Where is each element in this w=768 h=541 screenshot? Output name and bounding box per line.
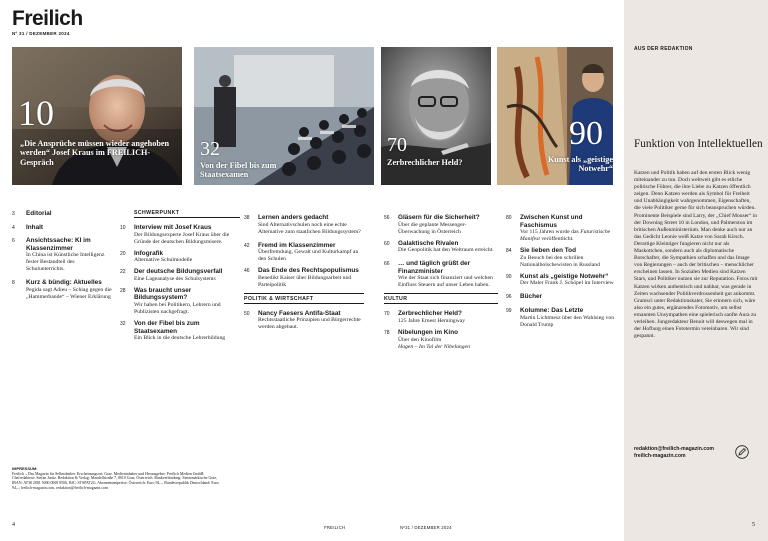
footer-page-left: 4 bbox=[12, 522, 15, 528]
toc-description: Pegida sagt Adieu – Schlag gegen die „Hammerbande“ – Wiener Erklärung bbox=[26, 286, 112, 300]
toc-page: 3 bbox=[12, 211, 15, 217]
toc-page: 50 bbox=[244, 310, 250, 317]
sidebar-title: Funktion von Intellektuellen bbox=[634, 138, 763, 150]
toc-description: Alternative Schulmodelle bbox=[134, 257, 193, 264]
sidebar-email[interactable]: redaktion@freilich-magazin.com bbox=[634, 446, 715, 452]
toc-title: Gläsern für die Sicherheit? bbox=[398, 214, 480, 221]
toc-description: Benedikt Kaiser über Bildungsarbeit und Parteipolitik bbox=[258, 274, 352, 288]
toc-description: Überfremdung, Gewalt und Kulturkampf an den Schulen bbox=[258, 249, 359, 263]
toc-title: Ansichtssache: KI im Klassenzimmer bbox=[26, 237, 91, 252]
toc-page: 99 bbox=[506, 307, 512, 314]
toc-title: Infografik bbox=[134, 249, 164, 257]
toc-page: 66 bbox=[384, 261, 390, 268]
toc-description: Eine Lageanalyse des Schulsystems bbox=[134, 275, 216, 282]
toc-page: 84 bbox=[506, 248, 512, 255]
feature-lehrerbildung[interactable] bbox=[194, 47, 374, 185]
sidebar-website[interactable]: freilich-magazin.com bbox=[634, 452, 686, 459]
toc-entry[interactable] bbox=[120, 250, 240, 265]
toc-page: 56 bbox=[384, 215, 390, 221]
toc-description: 125 Jahre Ernest Hemingway bbox=[398, 317, 466, 324]
toc-page: 78 bbox=[384, 329, 390, 336]
toc-description: Sind Alternativschulen noch eine echte Alternative zum staatlichen Bildungssystem? bbox=[258, 221, 361, 235]
toc-entry[interactable] bbox=[244, 310, 364, 332]
feature-title: Kunst als „geistige Notwehr“ bbox=[547, 155, 613, 174]
toc-title: Was braucht unser Bildungssystem? bbox=[134, 286, 192, 302]
toc-page: 42 bbox=[244, 242, 250, 249]
toc-title: Interview mit Josef Kraus bbox=[134, 224, 212, 231]
section-heading-kultur: KULTUR bbox=[384, 293, 498, 304]
toc-entry[interactable] bbox=[244, 242, 364, 264]
toc-entry[interactable] bbox=[12, 210, 114, 218]
toc-entry[interactable] bbox=[244, 214, 364, 236]
feature-title: Zerbrechlicher Held? bbox=[387, 158, 463, 167]
feature-title: „Die Ansprüche müssen wieder angehoben werden“ Josef Kraus im FREILICH-Gespräch bbox=[20, 139, 170, 167]
toc-title: Der deutsche Bildungsverfall bbox=[134, 268, 223, 276]
toc-entry[interactable] bbox=[244, 267, 364, 289]
toc-page: 10 bbox=[120, 225, 126, 231]
imprint bbox=[12, 467, 222, 491]
toc-column-4 bbox=[384, 214, 498, 355]
editorial-sidebar bbox=[624, 0, 768, 541]
toc-description-italic: Hagen – Im Tal der Nibelungen bbox=[398, 343, 470, 350]
toc-title: Zerbrechlicher Held? bbox=[398, 310, 462, 318]
feature-page-number: 10 bbox=[18, 93, 54, 133]
sidebar-label: AUS DER REDAKTION bbox=[634, 46, 693, 52]
feature-page-number: 32 bbox=[200, 138, 220, 160]
toc-title: Zwischen Kunst und Faschismus bbox=[520, 214, 583, 229]
toc-column-5 bbox=[506, 214, 618, 333]
toc-entry[interactable] bbox=[384, 214, 498, 236]
toc-description: Wir haben bei Politikern, Lehrern und Publizisten nachgefragt. bbox=[134, 301, 221, 315]
toc-column-1 bbox=[12, 210, 114, 305]
toc-description: Ein Blick in die deutsche Lehrerbildung bbox=[134, 335, 226, 342]
toc-title: Fremd im Klassenzimmer bbox=[258, 241, 336, 249]
toc-page: 4 bbox=[12, 224, 15, 231]
logo: Freilich bbox=[12, 7, 83, 30]
sidebar-body: Katzen und Politik haben auf den ersten Blick wenig miteinander zu tun. Doch weltweit gibt es etliche politische Führer, die ihre Liebe zu Katzen öffentlich zeigen. Denn Katzen werden als Symbol für Freiheit und Unabhängigkeit wahrgenommen, Eigenschaften, die viele Politiker gerne für sich beanspruchen würden. Prominente Beispiele sind Larry, der „Chief Mouser“ in der Downing Street 10 in London, und Palmerston im britischen Außenministerium. Man denke auch nur an das Gedicht Leonie weiß Katze von Sarah Kirsch. Derartige Kleintiger fungieren nicht nur als Maskottchen, sondern auch als diplomatische Botschafter, die Sympathien schaffen und das Image von Regierungen – auch der britischen – menschlicher erscheinen lassen. In Sozialen Medien sind Katzen Stars, und Politiker nutzen sie zur Reputation. Fotos mit Katzen wirken authentisch und nahbar, was gerade in Zeiten wachsender Politikverdrossenheit gut ankommt. Gramsci unter Redaktionskater, Sie erinnern sich, wäre also ein gutes, ergänzendes Fotomotiv, um selbst ernannten Unsympathen eine spielerisch sanfte Aura zu verleihen. Jungredakteur Benoit will deswegen mal in der Hofburg einen Fototermin vereinbaren. Wir sind gespannt. bbox=[634, 170, 758, 340]
feature-schoepel[interactable] bbox=[497, 47, 613, 185]
toc-page: 8 bbox=[12, 280, 15, 287]
toc-description: Über die geplante Messenger-Überwachung in Österreich bbox=[398, 221, 467, 235]
toc-entry[interactable] bbox=[506, 307, 618, 329]
toc-page: 32 bbox=[120, 320, 126, 327]
toc-entry[interactable] bbox=[506, 247, 618, 269]
toc-page: 6 bbox=[12, 238, 15, 245]
imprint-heading: IMPRESSUM: bbox=[12, 466, 38, 471]
toc-page: 46 bbox=[244, 268, 250, 275]
sidebar-contact bbox=[634, 446, 714, 460]
toc-entry[interactable] bbox=[12, 237, 114, 273]
toc-description: Vor 115 Jahren wurde das Futuristische Manifest veröffentlicht. bbox=[520, 229, 611, 243]
toc-entry[interactable] bbox=[506, 293, 618, 301]
toc-page: 38 bbox=[244, 215, 250, 221]
toc-page: 20 bbox=[120, 250, 126, 257]
pen-icon bbox=[735, 445, 749, 459]
toc-page: 22 bbox=[120, 269, 126, 276]
toc-page: 80 bbox=[506, 215, 512, 221]
toc-entry[interactable] bbox=[12, 224, 114, 232]
feature-page-number: 90 bbox=[569, 115, 603, 152]
toc-entry[interactable] bbox=[384, 240, 498, 255]
section-heading-politik: POLITIK & WIRTSCHAFT bbox=[244, 293, 364, 304]
toc-title: Sie lieben den Tod bbox=[520, 247, 576, 255]
toc-description: Die Geopolitik hat den Weltraum erreicht. bbox=[398, 247, 494, 254]
toc-entry[interactable] bbox=[506, 214, 618, 243]
toc-entry[interactable] bbox=[12, 279, 114, 301]
toc-entry[interactable] bbox=[506, 273, 618, 288]
toc-title: Editorial bbox=[26, 210, 52, 217]
feature-josef-kraus[interactable] bbox=[12, 47, 182, 185]
toc-title: Nibelungen im Kino bbox=[398, 328, 458, 336]
toc-description: Der Bildungsexperte Josef Kraus über die Gründe der deutschen Bildungsmisere. bbox=[134, 231, 230, 245]
toc-title: Von der Fibel bis zum Staatsexamen bbox=[134, 319, 200, 335]
toc-column-2 bbox=[120, 210, 240, 346]
toc-page: 60 bbox=[384, 240, 390, 247]
toc-entry[interactable] bbox=[120, 224, 240, 246]
toc-column-3 bbox=[244, 214, 364, 335]
toc-description: Rechtsstaatliche Prinzipien und Bürgerrechte werden abgebaut. bbox=[258, 317, 361, 331]
toc-title: … und täglich grüßt der Finanzminister bbox=[398, 260, 471, 275]
toc-description: Martin Lichtmesz über den Wahlsieg von Donald Trump bbox=[520, 314, 615, 328]
toc-title: Kolumne: Das Letzte bbox=[520, 306, 584, 314]
toc-page: 28 bbox=[120, 287, 126, 294]
toc-title: Lernen anders gedacht bbox=[258, 214, 329, 221]
toc-entry[interactable] bbox=[120, 320, 240, 342]
toc-entry[interactable] bbox=[384, 310, 498, 325]
footer-magazine: FREILICH bbox=[324, 525, 346, 530]
masthead bbox=[12, 8, 83, 36]
toc-title: Galaktische Rivalen bbox=[398, 239, 459, 247]
footer-issue: Nº31 / DEZEMBER 2024 bbox=[400, 525, 452, 530]
issue-number: Nº 31 / DEZEMBER 2024 bbox=[12, 31, 70, 36]
feature-title: Von der Fibel bis zum Staatsexamen bbox=[200, 161, 277, 180]
feature-page-number: 70 bbox=[387, 134, 407, 156]
toc-description: Zu Besuch bei den schrillen Nationalbolschewisten in Russland bbox=[520, 254, 600, 268]
toc-description: Wie der Staat sich finanziert und welchen Einfluss Steuern auf unser Leben haben. bbox=[398, 275, 493, 289]
toc-page: 96 bbox=[506, 294, 512, 301]
toc-title: Kunst als „geistige Notwehr“ bbox=[520, 272, 609, 280]
footer-page-right: 5 bbox=[752, 522, 755, 528]
toc-entry[interactable] bbox=[120, 287, 240, 316]
toc-description: Der Maler Frank J. Schöpel im Interview bbox=[520, 280, 614, 287]
toc-title: Nancy Faesers Antifa-Staat bbox=[258, 309, 341, 317]
feature-hemingway[interactable] bbox=[381, 47, 491, 185]
toc-page: 90 bbox=[506, 273, 512, 280]
toc-title: Inhalt bbox=[26, 223, 44, 231]
toc-title: Bücher bbox=[520, 293, 543, 301]
imprint-text: Freilich – Das Magazin für Selbstdenker. Erscheinungsort: Graz. Medieninhaber und Herausgeber: Freilich Medien GmbH, Chefredakteur: Stefan Juritz. Redaktion & Verlag: Mandellstraße 7, 8010 Graz, Österreich. Bankverbindung: Steiermärkische Graz, IBAN: AT38 2081 5000 0069 8506, BIC: STSPAT2G. Abonnementpreise: Österreich: Euro 94,–, Bundesrepublik Deutschland: Euro 94,–; freilich-magazin.com, redaktion@freilich-magazin.com bbox=[12, 471, 219, 490]
section-heading-schwerpunkt: SCHWERPUNKT bbox=[134, 208, 240, 218]
toc-entry[interactable] bbox=[384, 260, 498, 289]
toc-title: Kurz & bündig: Aktuelles bbox=[26, 279, 102, 287]
toc-entry[interactable] bbox=[120, 268, 240, 283]
toc-page: 70 bbox=[384, 311, 390, 318]
toc-title: Das Ende des Rechtspopulismus bbox=[258, 267, 359, 275]
toc-description: Über den Kinofilm bbox=[398, 336, 442, 343]
toc-description: In China ist Künstliche Intelligenz fester Bestandteil des Schulunterrichts. bbox=[26, 252, 105, 273]
toc-entry[interactable] bbox=[384, 329, 498, 351]
